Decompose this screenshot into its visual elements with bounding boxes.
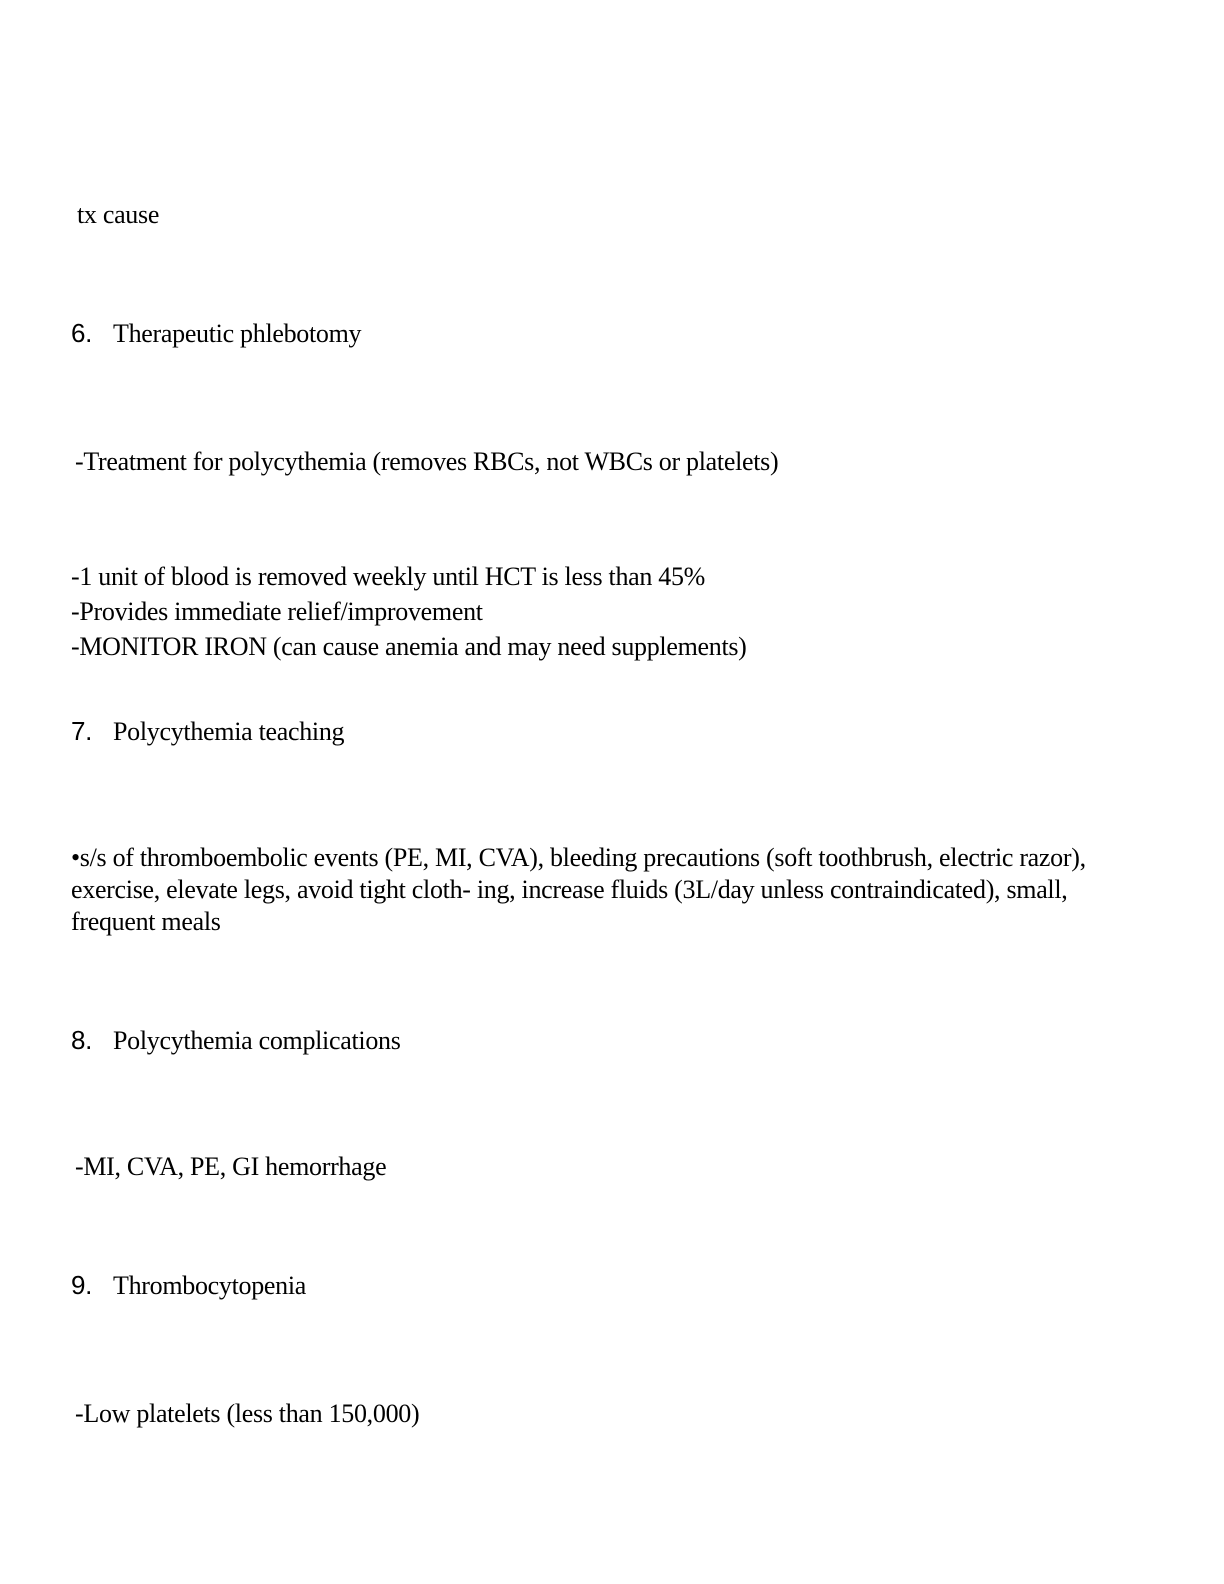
intro-text: tx cause bbox=[77, 200, 160, 229]
item-6-line-1: -Treatment for polycythemia (removes RBCs, not WBCs or platelets) bbox=[75, 447, 779, 476]
item-9-heading bbox=[71, 1269, 306, 1302]
item-8-line-1: -MI, CVA, PE, GI hemorrhage bbox=[75, 1152, 387, 1181]
item-9-number: 9. bbox=[71, 1270, 93, 1300]
item-8-term: Polycythemia complications bbox=[113, 1026, 401, 1055]
item-9-line-1: -Low platelets (less than 150,000) bbox=[75, 1399, 420, 1428]
item-7-paragraph: •s/s of thromboembolic events (PE, MI, CVA), bleeding precautions (soft toothbrush, electric razor), exercise, elevate legs, avoid tight cloth- ing, increase fluids (3L/day unless contraindicated), small, frequent meals bbox=[71, 843, 1086, 936]
item-6-term: Therapeutic phlebotomy bbox=[113, 319, 362, 348]
item-6-line-2: -1 unit of blood is removed weekly until HCT is less than 45% bbox=[71, 562, 706, 591]
item-6-heading bbox=[71, 317, 361, 350]
item-9-term: Thrombocytopenia bbox=[113, 1271, 307, 1300]
item-8-number: 8. bbox=[71, 1025, 93, 1055]
item-6-number: 6. bbox=[71, 318, 93, 348]
item-7-heading bbox=[71, 715, 344, 748]
item-6-line-4: -MONITOR IRON (can cause anemia and may need supplements) bbox=[71, 632, 747, 661]
item-8-heading bbox=[71, 1024, 401, 1057]
item-7-term: Polycythemia teaching bbox=[113, 717, 345, 746]
item-7-number: 7. bbox=[71, 716, 93, 746]
item-6-line-3: -Provides immediate relief/improvement bbox=[71, 597, 483, 626]
